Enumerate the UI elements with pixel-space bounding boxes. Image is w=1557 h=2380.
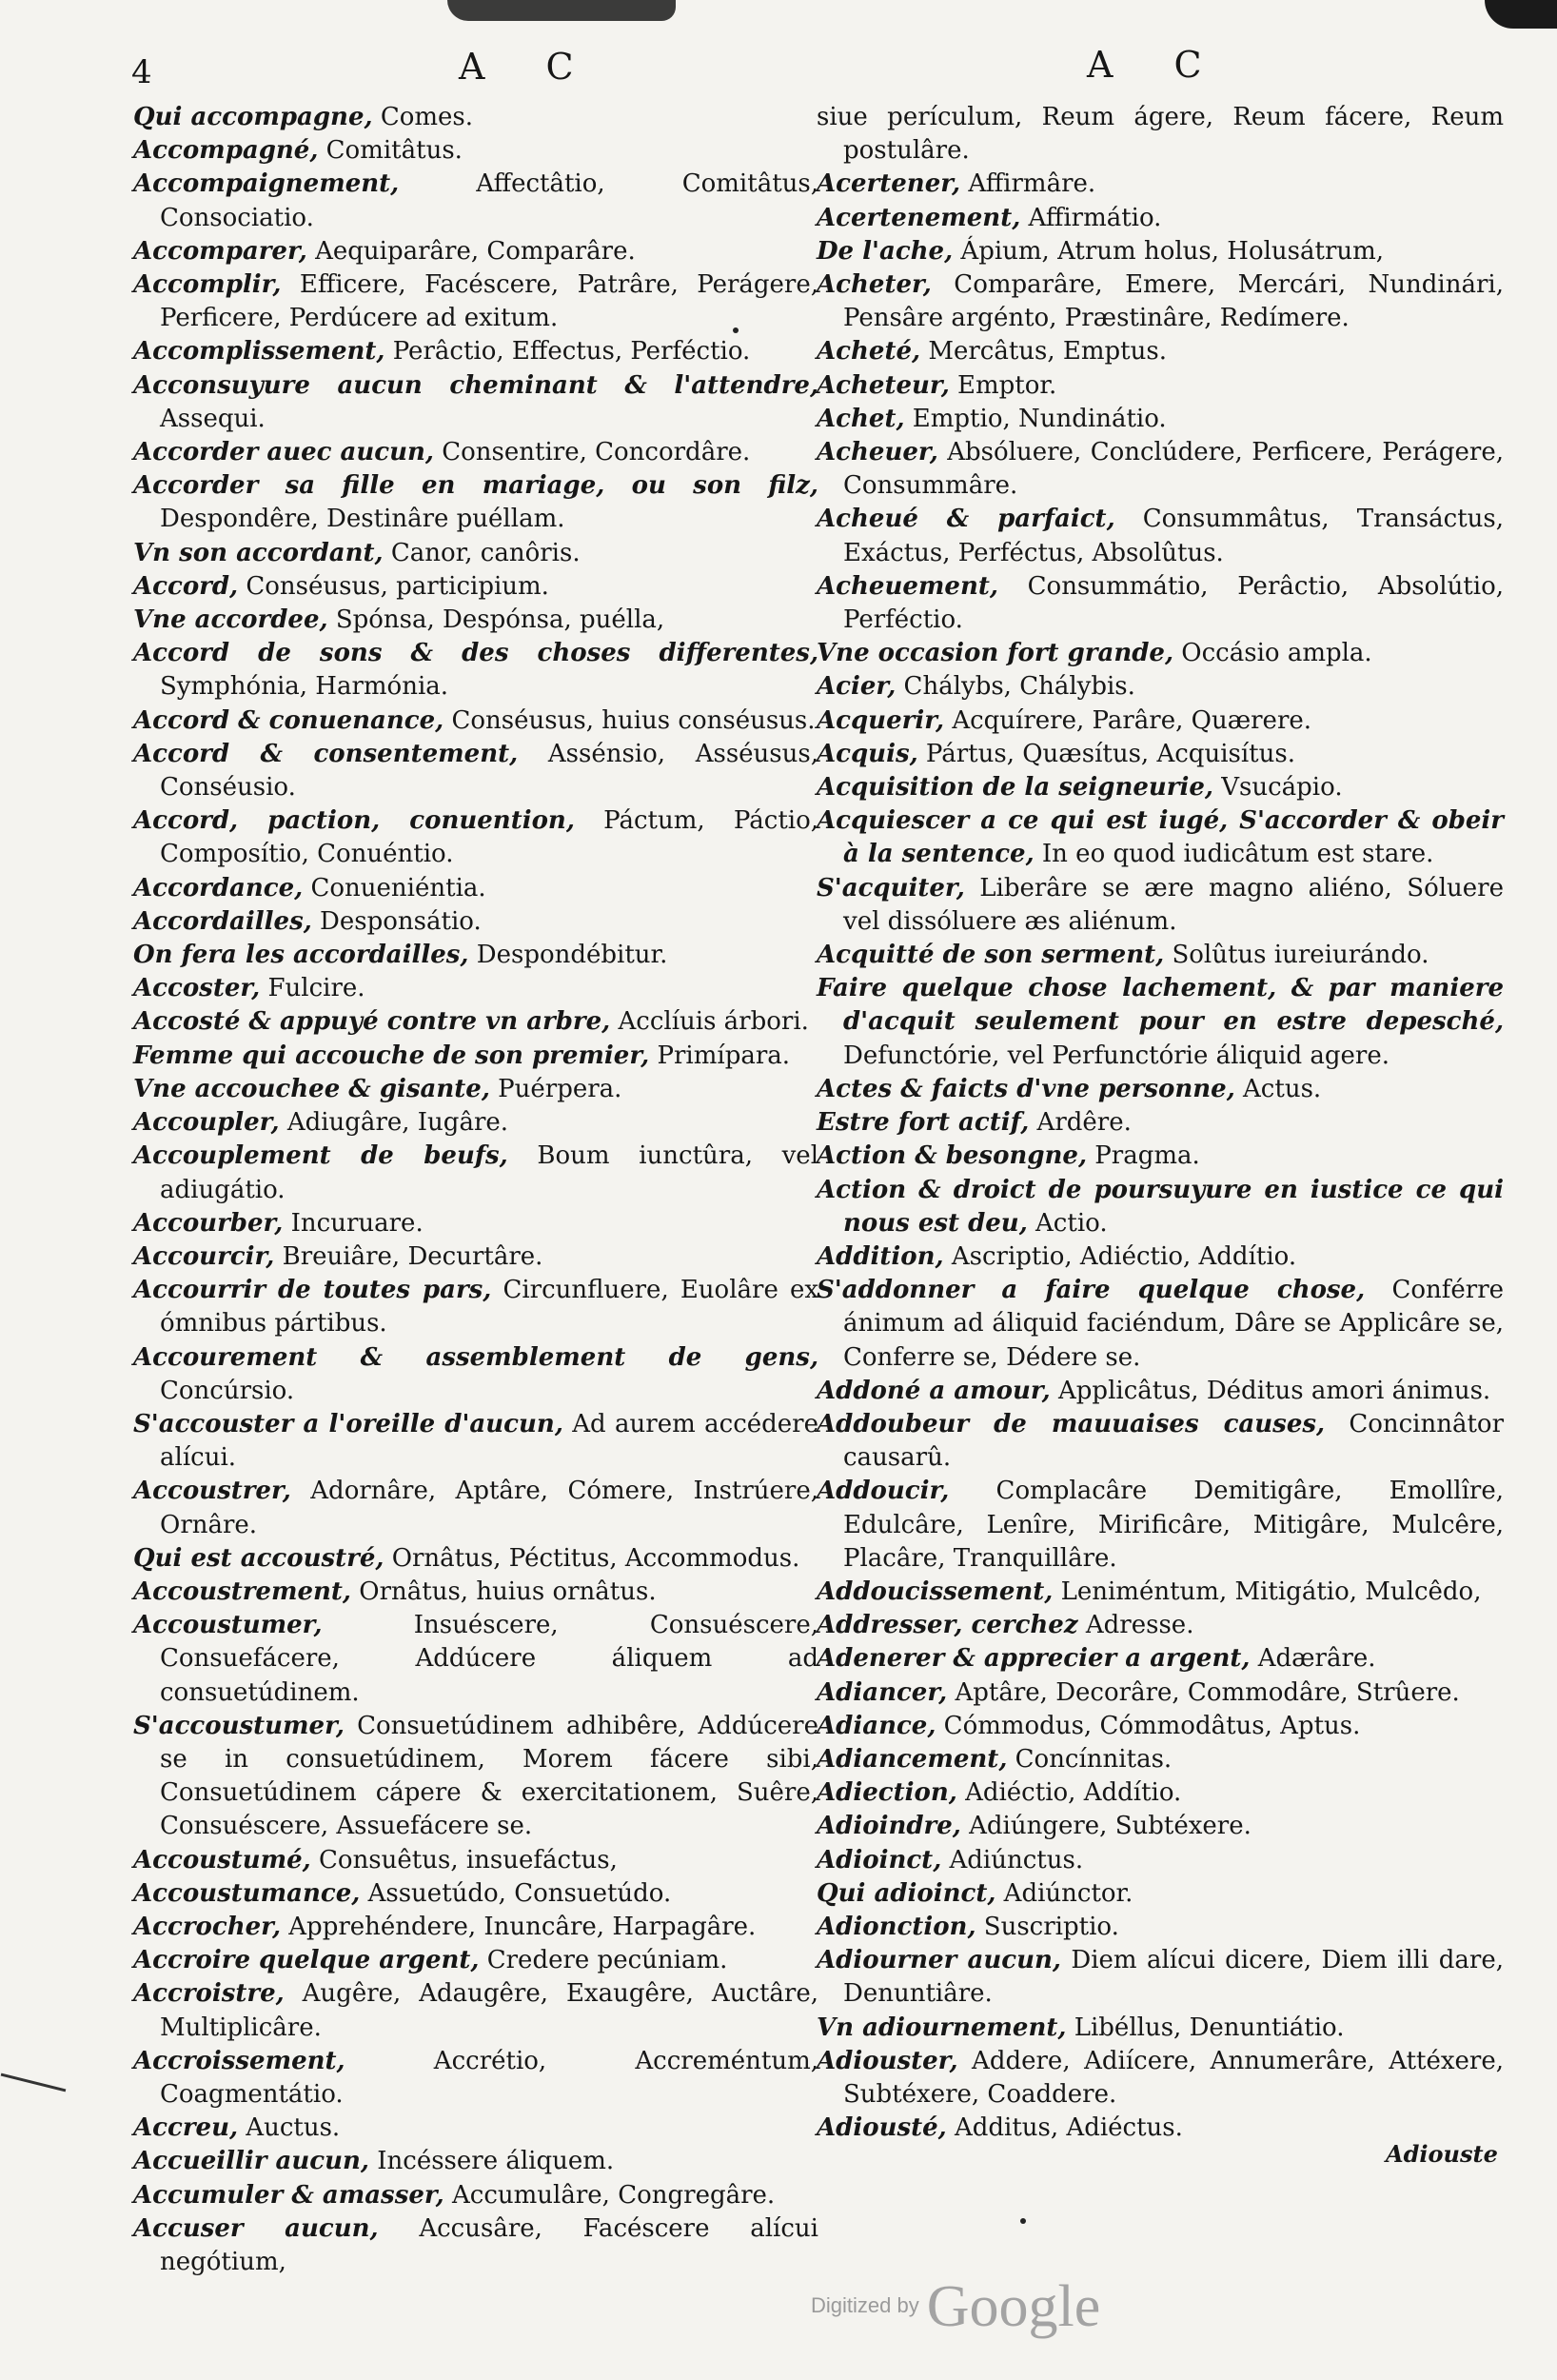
entry-headword: Estre fort actif, [817, 1108, 1030, 1138]
entry-headword: Acheué & parfaict, [817, 505, 1115, 534]
dictionary-entry [133, 134, 818, 168]
entry-translation: Insuéscere, Consuéscere, Consuefácere, Addúcere áliquem ad consuetúdinem. [160, 1611, 819, 1707]
entry-headword: Vne accordee, [133, 605, 328, 635]
dictionary-entry [817, 436, 1504, 503]
ink-dot [733, 327, 739, 333]
entry-translation: Cómmodus, Cómmodâtus, Aptus. [943, 1711, 1361, 1740]
right-column [817, 101, 1504, 2145]
running-head-left: A C [459, 46, 599, 88]
dictionary-entry [133, 1877, 818, 1911]
entry-translation: Conférre ánimum ad áliquid faciéndum, Dâre se Applicâre se, Conferre se, Dédere se. [843, 1276, 1505, 1372]
page-number: 4 [131, 53, 152, 91]
dictionary-entry [133, 804, 818, 871]
entry-headword: Accorder sa fille en mariage, ou son filz, [133, 471, 818, 501]
dictionary-entry [133, 1005, 818, 1039]
entry-translation: Adiúnctor. [1003, 1878, 1133, 1908]
dictionary-entry [133, 1106, 818, 1140]
entry-translation: Assequi. [160, 404, 266, 433]
entry-headword: Accoupler, [133, 1108, 280, 1138]
entry-headword: Accoster, [133, 974, 261, 1003]
dictionary-entry [817, 1475, 1504, 1576]
entry-translation: Pragma. [1094, 1141, 1200, 1171]
entry-translation: Canor, canôris. [390, 538, 581, 567]
entry-headword: Accoustumer, [133, 1611, 323, 1640]
entry-translation: Concinnâtor causarû. [843, 1409, 1505, 1473]
entry-translation: Consentire, Concordâre. [442, 438, 751, 467]
entry-translation: Symphónia, Harmónia. [160, 672, 449, 702]
dictionary-entry [133, 369, 818, 436]
entry-translation: Consuetúdinem adhibêre, Addúcere se in consuetúdinem, Morem fácere sibi, Consuetúdinem cápere & exercitationem, Suêre, Consuéscere, Assuefácere se. [160, 1711, 819, 1841]
entry-translation: Defunctórie, vel Perfunctórie áliquid agere. [843, 1041, 1389, 1070]
entry-translation: Ad aurem accédere alícui. [160, 1409, 818, 1473]
entry-headword: Adiancer, [817, 1677, 948, 1707]
entry-translation: Liberâre se ære magno aliéno, Sóluere vel dissóluere æs aliénum. [843, 873, 1504, 936]
dictionary-entry [133, 604, 818, 637]
entry-translation: Accusâre, Facéscere alícui negótium, [160, 2213, 818, 2276]
entry-translation: Incéssere áliquem. [377, 2147, 615, 2176]
dictionary-entry [817, 1408, 1504, 1475]
entry-headword: Qui est accoustré, [133, 1543, 384, 1573]
dictionary-entry [817, 1877, 1504, 1911]
dictionary-entry [817, 503, 1504, 569]
entry-translation: In eo quod iudicâtum est stare. [1041, 840, 1434, 869]
ink-smudge [447, 0, 676, 21]
entry-headword: Faire quelque chose lachement, & par maniere d'acquit seulement pour en estre depesché, [817, 974, 1504, 1037]
entry-translation: Ornâtus, huius ornâtus. [359, 1577, 657, 1606]
entry-translation: Mercâtus, Emptus. [928, 337, 1167, 367]
entry-translation: Vsucápio. [1221, 773, 1343, 803]
entry-headword: Accosté & appuyé contre vn arbre, [133, 1007, 611, 1037]
entry-translation: Adresse. [1085, 1611, 1194, 1640]
left-column [133, 101, 818, 2279]
entry-translation: Actus. [1243, 1074, 1322, 1103]
entry-headword: Action & besongne, [817, 1141, 1087, 1171]
entry-headword: Acquiescer a ce qui est iugé, S'accorder & obeir à la sentence, [817, 806, 1504, 869]
dictionary-entry [133, 637, 818, 704]
entry-translation: Efficere, Facéscere, Patrâre, Perágere, Perficere, Perdúcere ad exitum. [160, 270, 818, 333]
entry-headword: On fera les accordailles, [133, 941, 469, 970]
dictionary-entry [817, 101, 1504, 168]
dictionary-entry [817, 268, 1504, 335]
entry-translation: Conséusus, huius conséusus. [451, 705, 816, 735]
entry-translation: Spónsa, Despónsa, puélla, [335, 605, 665, 635]
dictionary-entry [133, 1542, 818, 1576]
entry-headword: Addoubeur de mauuaises causes, [817, 1409, 1326, 1438]
entry-translation: Libéllus, Denuntiátio. [1074, 2013, 1345, 2042]
entry-translation: Adiúngere, Subtéxere. [969, 1812, 1252, 1841]
entry-headword: Accuser aucun, [133, 2213, 379, 2243]
entry-headword: Accompaignement, [133, 169, 400, 199]
entry-headword: Accordance, [133, 873, 304, 902]
dictionary-entry [817, 738, 1504, 771]
entry-headword: Accord, paction, conuention, [133, 806, 575, 836]
entry-headword: Acquisition de la seigneurie, [817, 773, 1213, 803]
dictionary-entry [817, 872, 1504, 939]
entry-translation: Affectâtio, Comitâtus, Consociatio. [160, 169, 818, 232]
entry-headword: Vn adiournement, [817, 2013, 1067, 2042]
entry-translation: Ascriptio, Adiéctio, Addítio. [951, 1241, 1297, 1271]
dictionary-entry [817, 1609, 1504, 1642]
margin-mark [1, 2073, 67, 2092]
entry-translation: Adærâre. [1257, 1644, 1376, 1674]
google-logo: Google [926, 2274, 1101, 2339]
entry-translation: Despondébitur. [476, 941, 668, 970]
entry-translation: Apprehéndere, Inuncâre, Harpagâre. [288, 1912, 757, 1941]
entry-translation: Despondêre, Destinâre puéllam. [160, 505, 565, 534]
entry-headword: Accomparer, [133, 236, 307, 266]
entry-headword: Accoustrement, [133, 1577, 351, 1606]
entry-translation: Ardêre. [1036, 1108, 1132, 1138]
entry-headword: Adiourner aucun, [817, 1946, 1061, 1975]
entry-headword: Acquerir, [817, 705, 945, 735]
entry-headword: Addresser, cerchez [817, 1611, 1078, 1640]
entry-headword: S'addonner a faire quelque chose, [817, 1276, 1366, 1305]
entry-translation: Absóluere, Conclúdere, Perficere, Perágere, Consummâre. [843, 438, 1504, 501]
entry-translation: Addere, Adiícere, Annumerâre, Attéxere, Subtéxere, Coaddere. [843, 2046, 1504, 2109]
dictionary-entry [817, 2045, 1504, 2112]
entry-headword: Accourement & assemblement de gens, [133, 1342, 818, 1372]
entry-headword: De l'ache, [817, 236, 954, 266]
entry-translation: Circunfluere, Euolâre ex ómnibus pártibus. [160, 1276, 818, 1339]
entry-headword: Accord, [133, 571, 239, 601]
dictionary-entry [817, 704, 1504, 738]
dictionary-entry [133, 235, 818, 268]
entry-translation: Auctus. [246, 2113, 341, 2143]
ink-dot [1020, 2218, 1026, 2224]
dictionary-entry [133, 872, 818, 905]
dictionary-entry [133, 1944, 818, 1977]
entry-headword: Accord & conuenance, [133, 705, 444, 735]
dictionary-entry [817, 1776, 1504, 1810]
entry-translation: siue perículum, Reum ágere, Reum fácere, Reum postulâre. [817, 103, 1504, 166]
entry-headword: Qui accompagne, [133, 103, 373, 131]
entry-translation: Adiúnctus. [949, 1845, 1084, 1874]
dictionary-entry [133, 1240, 818, 1274]
entry-headword: Adionction, [817, 1912, 976, 1941]
entry-translation: Actio. [1035, 1208, 1108, 1238]
entry-headword: Accumuler & amasser, [133, 2180, 444, 2210]
entry-headword: Adiouster, [817, 2046, 958, 2075]
dictionary-entry [817, 235, 1504, 268]
entry-headword: Accord de sons & des choses differentes, [133, 639, 818, 668]
entry-headword: Adenerer & apprecier a argent, [817, 1644, 1251, 1674]
entry-translation: Suscriptio. [983, 1912, 1119, 1941]
entry-headword: Adioinct, [817, 1845, 942, 1874]
dictionary-entry [133, 469, 818, 536]
dictionary-entry [133, 1844, 818, 1877]
entry-translation: Additus, Adiéctus. [954, 2113, 1183, 2143]
entry-translation: Leniméntum, Mitigátio, Mulcêdo, [1060, 1577, 1482, 1606]
entry-headword: Addoné a amour, [817, 1376, 1051, 1405]
entry-translation: Incuruare. [290, 1208, 424, 1238]
dictionary-entry [817, 1710, 1504, 1743]
footer-prefix: Digitized by [811, 2293, 919, 2317]
dictionary-entry [133, 738, 818, 804]
dictionary-entry [817, 202, 1504, 235]
entry-headword: Adiousté, [817, 2113, 947, 2143]
entry-headword: Adiancement, [817, 1744, 1008, 1774]
entry-headword: Vn son accordant, [133, 538, 384, 567]
entry-translation: Consummâtus, Transáctus, Exáctus, Perféctus, Absolûtus. [843, 505, 1504, 567]
entry-translation: Consummátio, Perâctio, Absolútio, Perféctio. [843, 571, 1504, 635]
entry-headword: S'accoustumer, [133, 1711, 345, 1740]
dictionary-entry [817, 1642, 1504, 1676]
entry-translation: Chálybs, Chálybis. [903, 672, 1135, 702]
entry-headword: Acheuer, [817, 438, 938, 467]
entry-headword: Accord & consentement, [133, 739, 519, 768]
entry-headword: Accomplir, [133, 270, 282, 300]
dictionary-entry [133, 101, 818, 134]
entry-translation: Fulcire. [267, 974, 365, 1003]
dictionary-entry [133, 436, 818, 469]
entry-headword: Acheuement, [817, 571, 998, 601]
entry-translation: Conueniéntia. [310, 873, 486, 902]
dictionary-entry [133, 2179, 818, 2212]
dictionary-entry [133, 168, 818, 234]
entry-headword: Accoustumé, [133, 1845, 311, 1874]
dictionary-entry [133, 704, 818, 738]
ink-smudge [1485, 0, 1557, 29]
dictionary-entry [133, 2112, 818, 2145]
dictionary-entry [133, 1576, 818, 1609]
entry-translation: Acclíuis árbori. [618, 1007, 809, 1037]
entry-headword: Accoustumance, [133, 1878, 361, 1908]
dictionary-entry [817, 637, 1504, 670]
dictionary-entry [817, 1911, 1504, 1944]
entry-headword: Accroire quelque argent, [133, 1946, 480, 1975]
dictionary-entry [133, 1911, 818, 1944]
entry-headword: Accourcir, [133, 1241, 275, 1271]
entry-headword: Accroissement, [133, 2046, 345, 2075]
dictionary-entry [817, 1676, 1504, 1710]
entry-translation: Accrétio, Accreméntum, Coagmentátio. [160, 2046, 819, 2109]
entry-headword: Addoucir, [817, 1477, 950, 1506]
entry-headword: Addoucissement, [817, 1577, 1054, 1606]
dictionary-entry [817, 1944, 1504, 2011]
entry-translation: Conséusus, participium. [246, 571, 549, 601]
dictionary-entry [817, 1375, 1504, 1408]
entry-translation: Affirmátio. [1028, 203, 1162, 232]
entry-headword: Accoustrer, [133, 1477, 291, 1506]
dictionary-entry [817, 1140, 1504, 1173]
dictionary-entry [133, 1207, 818, 1240]
entry-translation: Ápium, Atrum holus, Holusátrum, [960, 236, 1385, 266]
entry-headword: Accourrir de toutes pars, [133, 1276, 492, 1305]
entry-headword: Qui adioinct, [817, 1878, 996, 1908]
entry-translation: Consuêtus, insuefáctus, [319, 1845, 618, 1874]
entry-translation: Perâctio, Effectus, Perféctio. [392, 337, 751, 367]
entry-translation: Aequiparâre, Comparâre. [315, 236, 636, 266]
dictionary-entry [817, 2012, 1504, 2045]
entry-headword: Acertenement, [817, 203, 1021, 232]
dictionary-entry [817, 403, 1504, 436]
entry-translation: Assénsio, Asséusus, Conséusio. [160, 739, 818, 803]
dictionary-entry [817, 168, 1504, 201]
entry-headword: Actes & faicts d'vne personne, [817, 1074, 1235, 1103]
entry-headword: Vne occasion fort grande, [817, 639, 1174, 668]
entry-headword: Vne accouchee & gisante, [133, 1074, 490, 1103]
entry-headword: Accorder auec aucun, [133, 438, 434, 467]
entry-translation: Primípara. [657, 1041, 791, 1070]
entry-headword: Accreu, [133, 2113, 239, 2143]
running-head-right: A C [1087, 44, 1227, 86]
dictionary-entry [133, 1475, 818, 1541]
entry-translation: Credere pecúniam. [486, 1946, 728, 1975]
dictionary-entry [133, 1408, 818, 1475]
dictionary-entry [817, 335, 1504, 368]
entry-headword: Acquitté de son serment, [817, 941, 1165, 970]
entry-translation: Adiugâre, Iugâre. [286, 1108, 509, 1138]
dictionary-entry [133, 2145, 818, 2178]
dictionary-entry [817, 369, 1504, 403]
dictionary-entry [133, 1040, 818, 1073]
dictionary-entry [133, 335, 818, 368]
entry-headword: Accordailles, [133, 906, 312, 936]
dictionary-entry [133, 1073, 818, 1106]
entry-headword: Acheté, [817, 337, 921, 367]
entry-translation: Aptâre, Decorâre, Commodâre, Strûere. [955, 1677, 1460, 1707]
entry-translation: Páctum, Páctio, Composítio, Conuéntio. [160, 806, 818, 869]
entry-translation: Boum iunctûra, vel adiugátio. [160, 1141, 819, 1204]
entry-headword: Adioindre, [817, 1812, 961, 1841]
entry-translation: Acquírere, Parâre, Quærere. [952, 705, 1312, 735]
entry-translation: Occásio ampla. [1181, 639, 1372, 668]
dictionary-entry [817, 1576, 1504, 1609]
dictionary-entry [133, 905, 818, 939]
entry-headword: Acheteur, [817, 370, 950, 400]
entry-headword: Accroistre, [133, 1979, 285, 2009]
entry-translation: Pártus, Quæsítus, Acquisítus. [925, 739, 1295, 768]
entry-translation: Desponsátio. [320, 906, 482, 936]
entry-headword: Accomplissement, [133, 337, 385, 367]
entry-headword: Achet, [817, 404, 905, 433]
entry-translation: Adiéctio, Addítio. [965, 1778, 1182, 1808]
entry-translation: Assuetúdo, Consuetúdo. [367, 1878, 672, 1908]
entry-translation: Affirmâre. [968, 169, 1096, 199]
entry-headword: Acconsuyure aucun cheminant & l'attendre, [133, 370, 818, 400]
entry-translation: Breuiâre, Decurtâre. [282, 1241, 543, 1271]
entry-translation: Puérpera. [498, 1074, 622, 1103]
dictionary-entry [817, 1810, 1504, 1843]
entry-headword: Acheter, [817, 270, 932, 300]
entry-headword: Acquis, [817, 739, 918, 768]
dictionary-entry [133, 570, 818, 604]
entry-translation: Diem alícui dicere, Diem illi dare, Denuntiâre. [843, 1946, 1504, 2009]
digitized-footer [811, 2273, 1100, 2341]
dictionary-entry [817, 1174, 1504, 1240]
dictionary-entry [817, 804, 1504, 871]
dictionary-entry [817, 1844, 1504, 1877]
entry-headword: Accourber, [133, 1208, 284, 1238]
entry-headword: Acier, [817, 672, 897, 702]
entry-translation: Solûtus iureiurándo. [1172, 941, 1429, 970]
dictionary-entry [817, 1274, 1504, 1375]
dictionary-entry [133, 972, 818, 1005]
dictionary-entry [817, 1106, 1504, 1140]
entry-headword: Adiection, [817, 1778, 957, 1808]
dictionary-entry [817, 939, 1504, 972]
dictionary-entry [817, 570, 1504, 637]
dictionary-entry [133, 1609, 818, 1710]
dictionary-entry [133, 1977, 818, 2044]
dictionary-entry [133, 268, 818, 335]
entry-headword: S'accouster a l'oreille d'aucun, [133, 1409, 563, 1438]
entry-translation: Complacâre Demitigâre, Emollîre, Edulcâre, Lenîre, Mirificâre, Mitigâre, Mulcêre, Placâre, Tranquillâre. [843, 1477, 1504, 1573]
entry-translation: Accumulâre, Congregâre. [452, 2180, 776, 2210]
dictionary-entry [133, 939, 818, 972]
dictionary-entry [133, 1274, 818, 1340]
entry-translation: Concúrsio. [160, 1376, 295, 1405]
entry-translation: Augêre, Adaugêre, Exaugêre, Auctâre, Multiplicâre. [160, 1979, 818, 2042]
entry-headword: Femme qui accouche de son premier, [133, 1041, 650, 1070]
dictionary-entry [133, 2212, 818, 2279]
entry-translation: Comitâtus. [325, 136, 463, 166]
entry-headword: Accouplement de beufs, [133, 1141, 508, 1171]
entry-translation: Applicâtus, Déditus amori ánimus. [1058, 1376, 1491, 1405]
entry-headword: Accueillir aucun, [133, 2147, 369, 2176]
dictionary-entry [133, 1341, 818, 1408]
entry-translation: Concínnitas. [1015, 1744, 1173, 1774]
entry-headword: Accrocher, [133, 1912, 282, 1941]
entry-translation: Emptor. [957, 370, 1057, 400]
catchword: Adiouste [1386, 2140, 1498, 2168]
entry-translation: Adornâre, Aptâre, Cómere, Instrúere, Ornâre. [160, 1477, 819, 1539]
dictionary-entry [817, 972, 1504, 1073]
dictionary-entry [133, 537, 818, 570]
dictionary-entry [817, 771, 1504, 804]
entry-translation: Emptio, Nundinátio. [912, 404, 1167, 433]
entry-headword: Acertener, [817, 169, 961, 199]
entry-headword: Addition, [817, 1241, 944, 1271]
dictionary-entry [817, 1240, 1504, 1274]
dictionary-entry [133, 1710, 818, 1844]
entry-translation: Comes. [380, 103, 474, 131]
entry-headword: Accompagné, [133, 136, 319, 166]
dictionary-entry [133, 2045, 818, 2112]
entry-headword: Adiance, [817, 1711, 936, 1740]
entry-headword: Action & droict de poursuyure en iustice ce qui nous est deu, [817, 1175, 1504, 1238]
dictionary-entry [817, 1743, 1504, 1776]
dictionary-entry [817, 670, 1504, 704]
entry-headword: S'acquiter, [817, 873, 965, 902]
entry-translation: Comparâre, Emere, Mercári, Nundinári, Pensâre argénto, Præstinâre, Redímere. [843, 270, 1505, 333]
dictionary-entry [817, 1073, 1504, 1106]
entry-translation: Ornâtus, Péctitus, Accommodus. [391, 1543, 800, 1573]
dictionary-entry [133, 1140, 818, 1206]
